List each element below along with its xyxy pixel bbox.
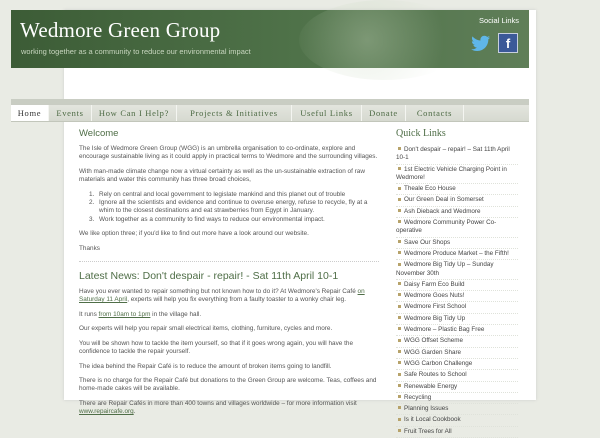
bullet-icon (398, 418, 401, 421)
quick-link-item[interactable] (396, 238, 518, 249)
social-links-label: Social Links (478, 16, 519, 25)
section-divider (79, 261, 379, 262)
nav-item-how-can-i-help[interactable]: How Can I Help? (92, 105, 177, 121)
quick-link-item[interactable] (396, 427, 518, 438)
quick-link-item[interactable] (396, 280, 518, 291)
choices-list (89, 191, 379, 225)
list-item: 2. Ignore all the scientists and evidence and continue to overuse energy, refuse to recycle, fly at a whim to the closest destinations and eat strawberries from Egypt in January. (89, 199, 368, 215)
time-link[interactable]: from 10am to 1pm (98, 310, 151, 318)
quick-link-label[interactable]: Planning Issues (404, 405, 449, 413)
bullet-icon (398, 187, 401, 190)
bullet-icon (398, 395, 401, 398)
quick-link-item[interactable] (396, 370, 518, 381)
nav-item-useful-links[interactable]: Useful Links (292, 105, 362, 121)
quick-link-item[interactable] (396, 165, 518, 185)
quick-link-label[interactable]: Save Our Shops (404, 238, 451, 246)
bullet-icon (398, 209, 401, 212)
quick-link-item[interactable] (396, 145, 518, 165)
bullet-icon (398, 339, 401, 342)
quick-link-item[interactable] (396, 382, 518, 393)
quick-link-item[interactable] (396, 207, 518, 218)
quick-link-label[interactable]: Ash Dieback and Wedmore (404, 207, 481, 215)
quick-link-item[interactable] (396, 325, 518, 336)
welcome-heading: Welcome (79, 128, 119, 139)
quick-link-item[interactable] (396, 336, 518, 347)
news-heading[interactable]: Latest News: Don't despair - repair! - Sat 11th April 10-1 (79, 270, 339, 283)
quick-link-label[interactable]: Wedmore Produce Market – the Fifth! (404, 249, 509, 257)
news-paragraph: There are Repair Cafés in more than 400 towns and villages worldwide – for more information visit www.repaircafe.org. (79, 399, 357, 416)
bullet-icon (398, 282, 401, 285)
quick-link-item[interactable] (396, 404, 518, 415)
quick-link-item[interactable] (396, 260, 518, 280)
nav-item-home[interactable]: Home (11, 105, 49, 121)
quick-link-item[interactable] (396, 415, 518, 426)
main-content (79, 128, 379, 423)
quick-link-label[interactable]: Wedmore – Plastic Bag Free (404, 326, 485, 334)
quick-link-label[interactable]: Wedmore First School (404, 303, 467, 311)
quick-link-label[interactable]: Renewable Energy (404, 382, 458, 390)
list-item: 3. Work together as a community to find ways to reduce our environmental impact. (89, 215, 325, 223)
bullet-icon (398, 350, 401, 353)
nav-item-projects-initiatives[interactable]: Projects & Initiatives (177, 105, 292, 121)
quick-link-label[interactable]: Wedmore Big Tidy Up (404, 314, 466, 322)
quick-link-item[interactable] (396, 195, 518, 206)
bullet-icon (398, 167, 401, 170)
bullet-icon (398, 373, 401, 376)
news-paragraph: Have you ever wanted to repair something but not known how to do it? At Wedmore's Repair Café on Saturday 11 April, experts will help you fix everything from a faulty toaster to a wonky chair leg. (79, 288, 365, 304)
bullet-icon (398, 361, 401, 364)
quick-link-label[interactable]: Wedmore Community Power Co-operative (396, 219, 497, 235)
quick-link-label[interactable]: Daisy Farm Eco Build (404, 280, 465, 288)
quick-links-heading: Quick Links (396, 128, 446, 139)
news-paragraph: Our experts will help you repair small electrical items, clothing, furniture, cycles and more. (79, 325, 333, 333)
bullet-icon (398, 429, 401, 432)
welcome-signoff: Thanks (79, 244, 100, 252)
news-paragraph: The idea behind the Repair Café is to reduce the amount of broken items going to landfill. (79, 362, 332, 370)
site-title[interactable]: Wedmore Green Group (20, 18, 221, 42)
bullet-icon (398, 384, 401, 387)
quick-link-item[interactable] (396, 348, 518, 359)
bullet-icon (398, 198, 401, 201)
bullet-icon (398, 263, 401, 266)
quick-link-item[interactable] (396, 302, 518, 313)
quick-link-item[interactable] (396, 218, 518, 238)
repaircafe-link[interactable]: www.repaircafe.org (79, 408, 134, 416)
quick-link-label[interactable]: Safe Routes to School (404, 371, 467, 379)
news-paragraph: You will be shown how to tackle the item yourself, so that if it goes wrong again, you will have the confidence to tackle the repair yourself. (79, 339, 354, 356)
quick-link-item[interactable] (396, 359, 518, 370)
quick-link-item[interactable] (396, 393, 518, 404)
quick-link-label[interactable]: Fruit Trees for All (404, 427, 452, 435)
bullet-icon (398, 316, 401, 319)
bullet-icon (398, 220, 401, 223)
quick-link-label[interactable]: 1st Electric Vehicle Charging Point in Wedmore! (396, 165, 507, 181)
news-paragraph: There is no charge for the Repair Café but donations to the Green Group are welcome. Teas, coffees and home-made cakes will be available. (79, 376, 377, 393)
quick-link-label[interactable]: WGG Offset Scheme (404, 337, 464, 345)
bullet-icon (398, 406, 401, 409)
tree-decoration (299, 0, 469, 80)
quick-link-label[interactable]: WGG Garden Share (404, 348, 462, 356)
quick-link-label[interactable]: WGG Carbon Challenge (404, 359, 473, 367)
bullet-icon (398, 240, 401, 243)
bullet-icon (398, 251, 401, 254)
quick-link-item[interactable] (396, 249, 518, 260)
sidebar (396, 128, 518, 438)
quick-link-item[interactable] (396, 291, 518, 302)
quick-link-item[interactable] (396, 184, 518, 195)
facebook-f-icon[interactable]: f (498, 33, 518, 53)
welcome-paragraph: We like option three; if you'd like to find out more have a look around our website. (79, 230, 309, 238)
quick-link-label[interactable]: Theale Eco House (404, 185, 456, 193)
bullet-icon (398, 293, 401, 296)
site-tagline: working together as a community to reduce our environmental impact (21, 47, 251, 56)
welcome-paragraph: With man-made climate change now a virtual certainty as well as the un-sustainable extraction of raw materials and water this community has three broad choices, (79, 167, 365, 184)
bullet-icon (398, 147, 401, 150)
list-item: 1. Rely on central and local government to legislate mankind and this planet out of trouble (89, 190, 346, 198)
nav-item-events[interactable]: Events (49, 105, 92, 121)
quick-link-label[interactable]: Our Green Deal in Somerset (404, 196, 484, 204)
twitter-bird-icon[interactable] (471, 33, 491, 53)
welcome-paragraph: The Isle of Wedmore Green Group (WGG) is an umbrella organisation to co-ordinate, explore and encourage sustainable living as it could apply in practical terms to Wedmore and the surrounding villages. (79, 145, 378, 161)
quick-link-label[interactable]: Wedmore Goes Nuts! (404, 292, 465, 300)
quick-links-list (396, 145, 518, 438)
bullet-icon (398, 327, 401, 330)
quick-link-item[interactable] (396, 314, 518, 325)
quick-link-label[interactable]: Wedmore Big Tidy Up – Sunday November 30th (396, 261, 494, 277)
site-header (11, 10, 529, 68)
date-link[interactable]: on Saturday 11 April (79, 288, 365, 304)
quick-link-label[interactable]: Recycling (404, 393, 432, 401)
nav-item-contacts[interactable]: Contacts (406, 105, 464, 121)
quick-link-label[interactable]: Is it Local Cookbook (404, 416, 461, 424)
news-paragraph: It runs from 10am to 1pm in the village hall. (79, 310, 202, 318)
bullet-icon (398, 305, 401, 308)
nav-item-donate[interactable]: Donate (362, 105, 406, 121)
main-navigation (11, 104, 529, 122)
quick-link-label[interactable]: Don't despair – repair! – Sat 11th April 10-1 (396, 146, 510, 162)
